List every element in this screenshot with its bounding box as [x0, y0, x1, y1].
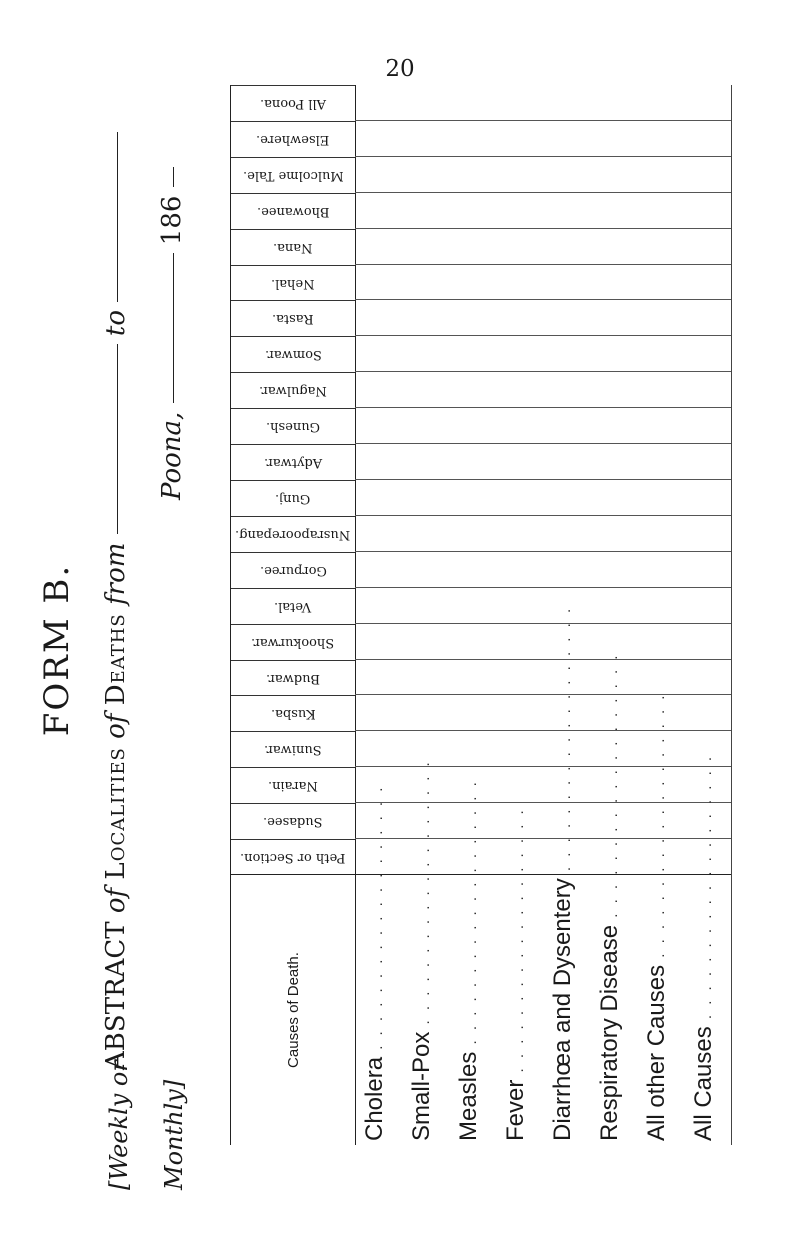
- column-header-label: Nagulwar.: [259, 383, 327, 399]
- cause-label: Fever: [502, 1079, 529, 1141]
- column-header: [231, 803, 355, 839]
- cause-cell: [596, 652, 632, 1141]
- leader-dots: . . . . . . . . . . . . . . . . . . .: [510, 807, 527, 1080]
- table-row: [402, 85, 449, 1145]
- column-header-label: All Poona.: [260, 95, 326, 111]
- date-blank: [173, 253, 174, 403]
- column-header-label: Gorpuree.: [259, 562, 327, 578]
- leader-dots: . . . . . . . . . . . . . . . . . . .: [651, 692, 668, 965]
- column-header: [231, 408, 355, 444]
- cause-label: Cholera: [361, 1056, 388, 1141]
- cause-label: Small-Pox: [408, 1031, 435, 1141]
- column-header-label: Gunj.: [275, 490, 311, 506]
- leader-dots: . . . . . . . . . . . . . . . . . . .: [604, 652, 621, 925]
- page-number: 20: [385, 56, 415, 82]
- column-header: [231, 839, 355, 875]
- table-row: [449, 85, 496, 1145]
- cause-rows: [355, 85, 731, 1145]
- column-header: [231, 624, 355, 660]
- of-word-2: of: [101, 713, 131, 739]
- weekly-label: [Weekly or: [105, 1060, 133, 1190]
- cause-cell: [502, 807, 538, 1141]
- column-header-label: Nehal.: [271, 275, 315, 291]
- column-header: [231, 193, 355, 229]
- column-header: [231, 85, 355, 121]
- column-header-label: Narain.: [268, 778, 318, 794]
- deaths-word: Deaths: [101, 613, 131, 706]
- cause-label: Respiratory Disease: [596, 924, 623, 1141]
- place-name: Poona,: [157, 411, 187, 500]
- monthly-label: Monthly]: [160, 1079, 188, 1190]
- abstract-title: [101, 130, 131, 1070]
- table-row: [543, 85, 590, 1145]
- column-header: [231, 695, 355, 731]
- of-word-1: of: [101, 887, 131, 914]
- column-header: [231, 660, 355, 696]
- to-date-blank: [117, 132, 118, 302]
- column-header: [231, 767, 355, 803]
- cause-label: Measles: [455, 1051, 482, 1141]
- table-grid: [230, 85, 732, 1145]
- column-header: [231, 229, 355, 265]
- cause-cell: [408, 759, 444, 1141]
- causes-header: [231, 874, 355, 1145]
- column-header: [231, 121, 355, 157]
- column-header: [231, 336, 355, 372]
- from-word: from: [101, 542, 131, 605]
- cause-label: Diarrhœa and Dysentery: [549, 878, 576, 1141]
- cause-cell: [549, 605, 585, 1141]
- leader-dots: . . . . . . . . . . . . . . . . . . .: [416, 759, 433, 1032]
- column-header-label: Peth or Section.: [240, 850, 346, 866]
- table-row: [496, 85, 543, 1145]
- to-word: to: [101, 309, 131, 337]
- abstract-word: ABSTRACT: [101, 921, 131, 1070]
- column-header: [231, 552, 355, 588]
- cause-cell: [455, 779, 491, 1141]
- deaths-table: [230, 85, 750, 1145]
- column-header-label: Kusba.: [270, 706, 316, 722]
- form-title: FORM B.: [37, 563, 77, 737]
- column-header: [231, 372, 355, 408]
- column-header-label: Mulcolme Tale.: [242, 167, 344, 183]
- year-prefix: 186: [157, 195, 187, 246]
- cause-label: All other Causes: [643, 964, 670, 1141]
- column-header-label: Nusrapoorepang.: [235, 526, 351, 542]
- localities-word: Localities: [101, 747, 131, 880]
- table-row: [684, 85, 731, 1145]
- table-row: [637, 85, 684, 1145]
- column-header: [231, 265, 355, 301]
- table-row: [590, 85, 637, 1145]
- column-header: [231, 157, 355, 193]
- column-header-label: Somwar.: [264, 347, 322, 363]
- year-blank: [173, 167, 174, 187]
- cause-label: All Causes: [690, 1026, 717, 1141]
- column-header: [231, 588, 355, 624]
- column-header-label: Vetal.: [274, 598, 312, 614]
- leader-dots: . . . . . . . . . . . . . . . . . . .: [698, 753, 715, 1027]
- column-header-label: Elsewhere.: [256, 131, 330, 147]
- column-header: [231, 300, 355, 336]
- causes-column-rule: [231, 874, 731, 875]
- form-header: [35, 110, 225, 1190]
- leader-dots: . . . . . . . . . . . . . . . . . . .: [557, 605, 574, 879]
- column-header-label: Bhowanee.: [256, 203, 330, 219]
- column-header-label: Adytwar.: [263, 455, 323, 471]
- column-header-label: Gunesh.: [266, 419, 320, 435]
- column-header: [231, 731, 355, 767]
- cause-cell: [361, 784, 397, 1141]
- causes-header-label: Causes of Death.: [284, 952, 302, 1068]
- cause-cell: [643, 692, 679, 1141]
- column-header-label: Rasta.: [272, 311, 314, 327]
- column-header-label: Suniwar.: [264, 742, 322, 758]
- column-header-label: Nana.: [273, 239, 313, 255]
- leader-dots: . . . . . . . . . . . . . . . . . . .: [369, 784, 386, 1057]
- column-header-label: Budwar.: [265, 670, 321, 686]
- place-line: [157, 130, 187, 500]
- table-row: [355, 85, 402, 1145]
- from-date-blank: [117, 344, 118, 534]
- column-header: [231, 480, 355, 516]
- column-header: [231, 516, 355, 552]
- column-header: [231, 444, 355, 480]
- cause-cell: [690, 753, 726, 1141]
- leader-dots: . . . . . . . . . . . . . . . . . . .: [463, 779, 480, 1052]
- column-header-label: Shookurwar.: [251, 634, 335, 650]
- column-headers: [231, 85, 356, 1145]
- column-header-label: Sudasee.: [263, 814, 323, 830]
